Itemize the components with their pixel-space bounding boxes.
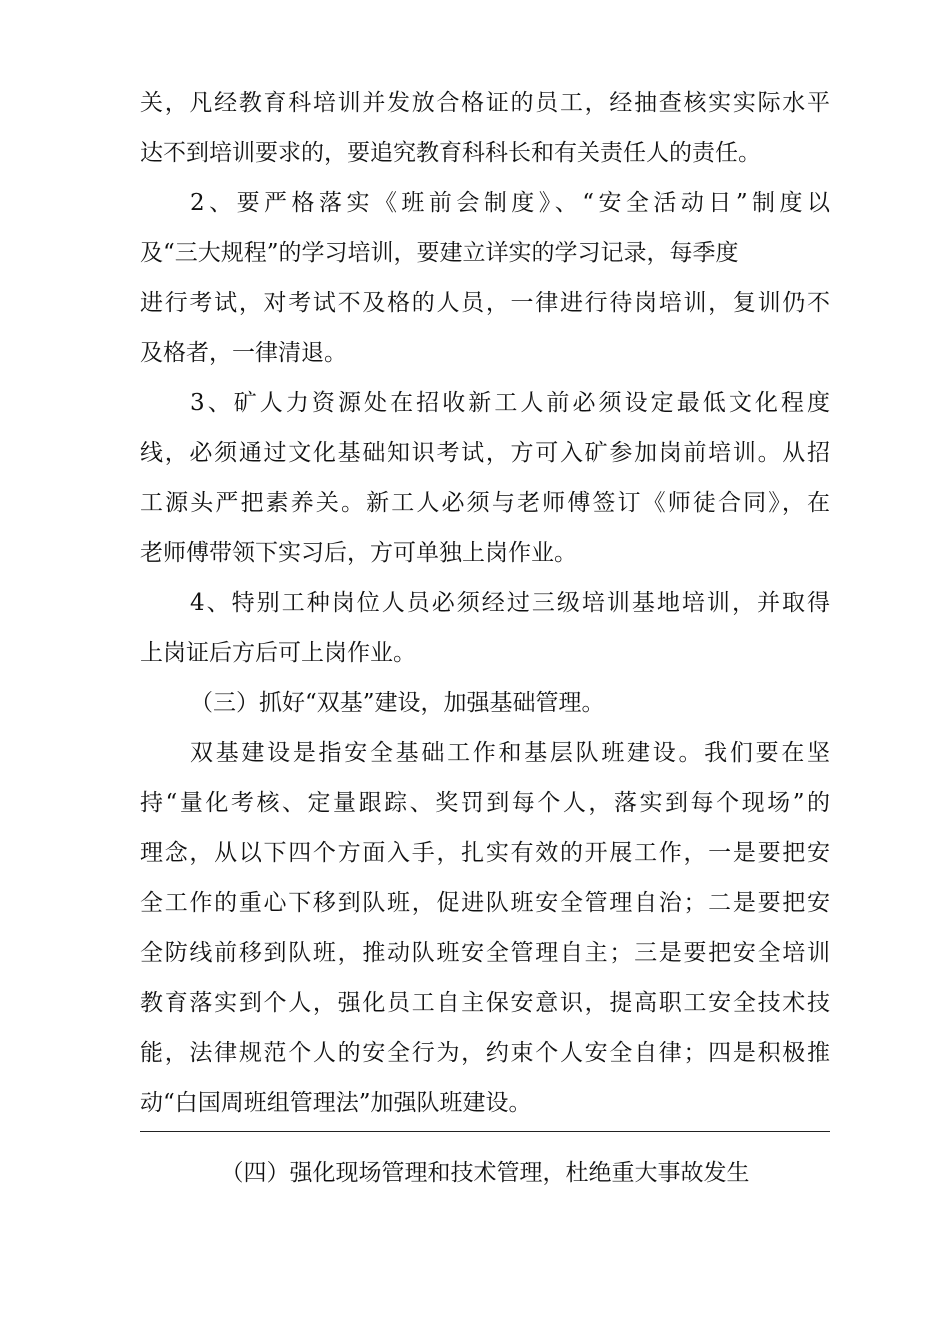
text-line: 2、要严格落实《班前会制度》、“安全活动日”制度以: [190, 190, 830, 216]
text-line: 双基建设是指安全基础工作和基层队班建设。我们要在坚: [190, 740, 830, 766]
text-line: 教育落实到个人，强化员工自主保安意识，提高职工安全技术技: [140, 990, 830, 1016]
text-line: 进行考试，对考试不及格的人员，一律进行待岗培训，复训仍不: [140, 290, 830, 316]
text-line: 及“三大规程”的学习培训，要建立详实的学习记录，每季度: [140, 240, 739, 266]
text-line: 持“量化考核、定量跟踪、奖罚到每个人，落实到每个现场”的: [140, 790, 830, 816]
text-line: 关，凡经教育科培训并发放合格证的员工，经抽查核实实际水平: [140, 90, 830, 116]
text-line: 3、矿人力资源处在招收新工人前必须设定最低文化程度: [190, 390, 830, 416]
text-line: 老师傅带领下实习后，方可单独上岗作业。: [140, 540, 577, 566]
text-line: 达不到培训要求的，要追究教育科科长和有关责任人的责任。: [140, 140, 761, 166]
text-line: 4、特别工种岗位人员必须经过三级培训基地培训，并取得: [190, 590, 830, 616]
text-line: 及格者，一律清退。: [140, 340, 347, 366]
text-line: 全防线前移到队班，推动队班安全管理自主；三是要把安全培训: [140, 940, 830, 966]
section-heading: （三）抓好“双基”建设，加强基础管理。: [190, 690, 605, 716]
text-line: 工源头严把素养关。新工人必须与老师傅签订《师徒合同》，在: [140, 490, 830, 516]
text-line: 理念，从以下四个方面入手，扎实有效的开展工作，一是要把安: [140, 840, 830, 866]
text-line: 全工作的重心下移到队班，促进队班安全管理自治；二是要把安: [140, 890, 830, 916]
text-line: 动“白国周班组管理法”加强队班建设。: [140, 1090, 532, 1116]
text-line: 能，法律规范个人的安全行为，约束个人安全自律；四是积极推: [140, 1040, 830, 1066]
text-line: 线，必须通过文化基础知识考试，方可入矿参加岗前培训。从招: [140, 440, 830, 466]
next-section-heading: （四）强化现场管理和技术管理，杜绝重大事故发生: [220, 1160, 750, 1186]
horizontal-divider: [140, 1131, 830, 1132]
text-line: 上岗证后方后可上岗作业。: [140, 640, 416, 666]
